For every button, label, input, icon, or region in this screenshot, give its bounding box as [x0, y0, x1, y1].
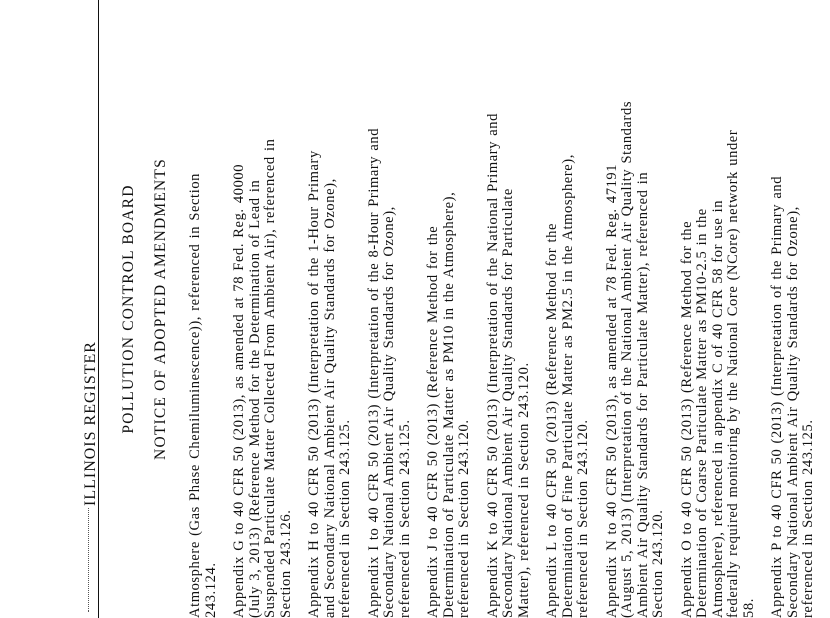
rotated-page — [74, 0, 816, 618]
entry-line: referenced in Section 243.125. — [800, 419, 816, 618]
entry-line: Secondary National Ambient Air Quality Standards for Ozone), — [381, 206, 397, 618]
reference-entry — [232, 0, 294, 618]
entry-line: Appendix J to 40 CFR 50 (2013) (Reference Method for the — [425, 225, 441, 618]
entry-line: referenced in Section 243.125. — [396, 419, 413, 618]
agency-heading: POLLUTION CONTROL BOARD — [120, 184, 137, 434]
reference-entry — [486, 0, 533, 618]
entry-line: Secondary National Ambient Air Quality Standards for Particulate — [500, 188, 516, 618]
entry-line: 58. — [740, 598, 757, 618]
entry-line: federally required monitoring by the National Core (NCore) network under — [725, 129, 741, 618]
entry-line: (August 5, 2013) (Interpretation of the National Ambient Air Quality Standards — [619, 100, 635, 618]
reference-entry — [426, 0, 473, 618]
entry-line: Determination of Coarse Particulate Matter as PM10-2.5 in the — [694, 208, 710, 618]
entry-line: Determination of Fine Particulate Matter as PM2.5 in the Atmosphere), — [559, 154, 576, 618]
entry-line: referenced in Section 243.120. — [575, 419, 591, 618]
reference-entry — [307, 0, 354, 618]
entry-line: Appendix K to 40 CFR 50 (2013) (Interpretation of the National Primary and — [484, 112, 501, 618]
register-header — [74, 0, 102, 618]
entry-line: Suspended Particulate Matter Collected From Ambient Air), referenced in — [262, 138, 278, 618]
header-rule — [98, 0, 99, 618]
register-title: ILLINOIS REGISTER — [82, 341, 99, 506]
entry-line: referenced in Section 243.125. — [337, 419, 353, 618]
reference-entry — [188, 0, 219, 618]
reference-entry — [770, 0, 817, 618]
reference-list — [188, 0, 830, 618]
reference-entry — [367, 0, 414, 618]
entry-line: Atmosphere), referenced in appendix C of 40 CFR 58 for use in — [709, 199, 726, 618]
entry-line: referenced in Section 243.120. — [456, 419, 472, 618]
reference-entry — [545, 0, 592, 618]
entry-line: Appendix G to 40 CFR 50 (2013), as amended at 78 Fed. Reg. 40000 — [231, 163, 247, 618]
entry-line: Appendix O to 40 CFR 50 (2013) (Reference Method for the — [678, 220, 695, 618]
entry-line: Appendix I to 40 CFR 50 (2013) (Interpretation of the 8-Hour Primary and — [365, 127, 382, 618]
entry-line: Appendix N to 40 CFR 50 (2013), as amended at 78 Fed. Reg. 47191 — [603, 163, 620, 618]
entry-line: 243.124. — [202, 562, 219, 618]
entry-line: Determination of Particulate Matter as PM10 in the Atmosphere), — [440, 191, 457, 618]
entry-line: (July 3, 2013) (Reference Method for the Determination of Lead in — [246, 179, 263, 618]
entry-line: Matter), referenced in Section 243.120. — [515, 362, 532, 618]
entry-line: Appendix H to 40 CFR 50 (2013) (Interpretation of the 1-Hour Primary — [306, 150, 322, 618]
entry-line: Section 243.120. — [650, 509, 666, 618]
notice-heading: NOTICE OF ADOPTED AMENDMENTS — [152, 158, 169, 460]
entry-line: Section 243.126. — [277, 509, 294, 618]
reference-entry — [605, 0, 667, 618]
header-dotted-leader — [88, 508, 89, 612]
entry-line: Secondary National Ambient Air Quality Standards for Ozone), — [784, 206, 801, 618]
entry-line: and Secondary National Ambient Air Quality Standards for Ozone), — [321, 178, 338, 618]
reference-entry — [680, 0, 758, 618]
entry-line: Appendix P to 40 CFR 50 (2013) (Interpretation of the Primary and — [769, 175, 785, 618]
entry-line: Appendix L to 40 CFR 50 (2013) (Reference Method for the — [544, 222, 560, 618]
entry-line: Atmosphere (Gas Phase Chemiluminescence)), referenced in Section — [187, 172, 203, 618]
entry-line: Ambient Air Quality Standards for Particulate Matter), referenced in — [634, 171, 651, 618]
